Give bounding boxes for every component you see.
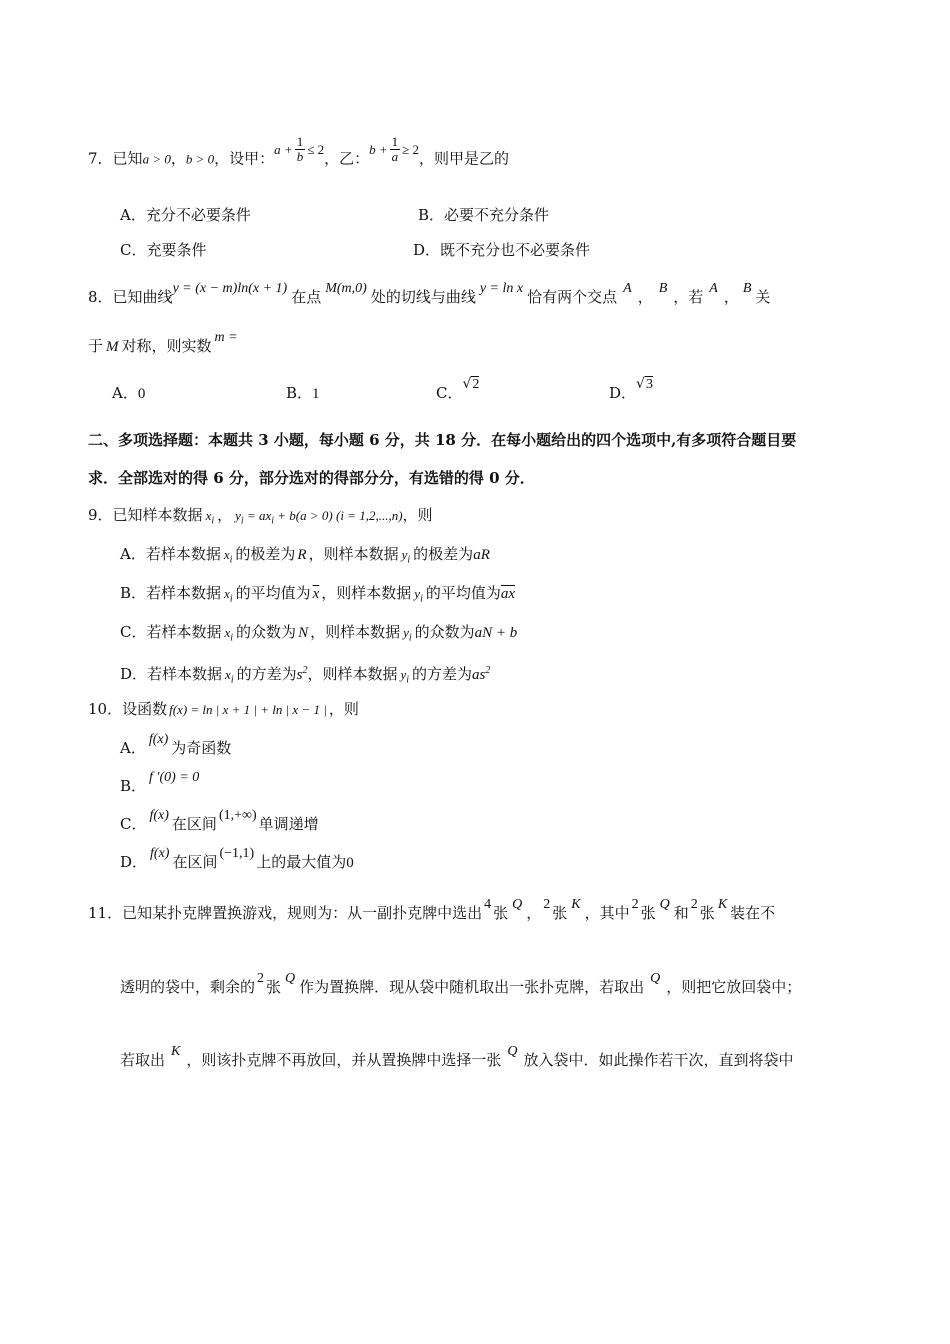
q7-jia-lhs: a +: [274, 141, 293, 157]
q7-yi-expression: [369, 134, 420, 164]
q8-option-a-value: 0: [137, 386, 146, 402]
q7-text: ，设甲：: [214, 149, 275, 168]
q9-yi: y: [401, 547, 408, 562]
q9-stem: [88, 505, 433, 532]
q10-option-c: [120, 808, 319, 836]
q11-card-q: Q: [659, 897, 670, 912]
q8-number: 8．: [88, 288, 113, 306]
q11-unit: 张: [493, 904, 509, 922]
q9-range-r: R: [297, 547, 307, 563]
q8-option-b: [286, 383, 320, 404]
q8-option-d-sqrt: √3: [636, 376, 653, 392]
q9-option-b-answer: $\overline{ax}$: [500, 586, 516, 602]
q8-stem-line2: [88, 330, 238, 358]
q11-text: 和: [673, 904, 689, 922]
q8-text: 在点: [291, 288, 322, 306]
q9-text: ，则样本数据: [307, 665, 398, 683]
q9-yi: y: [235, 508, 241, 523]
q8-curve: y = (x − m)ln(x + 1): [172, 281, 288, 296]
q8-option-a-label: A．: [112, 384, 138, 402]
q9-text: 的方差为: [236, 665, 297, 683]
q9-text: ，则: [402, 506, 433, 524]
q8-option-c-value: 2: [472, 377, 480, 392]
q8-comma: ，: [723, 288, 739, 306]
section2-heading-line2: 求．全部选对的得 6 分，部分选对的得部分分，有选错的得 0 分．: [88, 469, 535, 487]
q9-yi-sub: i: [406, 674, 410, 686]
q8-stem-line1: [88, 281, 771, 309]
q7-jia-expression: [274, 134, 325, 164]
q9-option-d-answer: as: [472, 667, 486, 683]
q7-jia-num: 1: [296, 134, 304, 149]
q11-text: ，其中: [584, 904, 630, 922]
q7-option-c: C．充要条件: [120, 241, 207, 259]
q11-unit: 张: [552, 904, 568, 922]
q11-card-q: Q: [650, 971, 661, 986]
q9-option-d: [120, 661, 490, 691]
q8-text: ，若: [673, 288, 704, 306]
q11-count-4: 4: [484, 897, 492, 912]
q10-text: ，则: [328, 700, 359, 718]
q9-comma: ，: [217, 506, 233, 524]
q8-text: 已知曲线: [112, 288, 173, 306]
q11-unit: 张: [640, 904, 656, 922]
q9-xi-sub: i: [230, 632, 234, 644]
q9-option-b: [120, 583, 515, 610]
q11-count-2: 2: [257, 971, 265, 986]
q7-stem: [88, 134, 510, 174]
q9-xi: x: [224, 625, 231, 640]
q7-option-d: D．既不充分也不必要条件: [413, 241, 591, 259]
q10-option-label: B．: [120, 777, 147, 795]
q8-text: 恰有两个交点: [527, 288, 618, 306]
q9-yi: y: [400, 667, 407, 682]
q11-stem-line1: [88, 897, 776, 925]
q9-xi-sub: i: [229, 554, 233, 566]
q9-xi: [205, 508, 215, 527]
q9-yi-sub: i: [240, 515, 244, 527]
section2-heading-line1: 二、多项选择题：本题共 3 小题，每小题 6 分，共 18 分．在每小题给出的四个选项中,有多项符合题目要: [88, 431, 797, 449]
q7-yi-lhs: b +: [369, 141, 388, 157]
q10-text: 设函数: [122, 700, 168, 718]
q9-text: 的众数为: [414, 623, 475, 641]
q8-point-a: A: [623, 281, 632, 296]
q9-option-a: [120, 544, 490, 571]
q8-point-b: B: [658, 281, 668, 296]
q7-yi-num: 1: [391, 134, 399, 149]
q9-option-c: [120, 622, 517, 649]
q9-option-label: B．若样本数据: [120, 584, 222, 602]
q7-yi-fraction: [390, 135, 401, 164]
q10-text: 在区间: [172, 853, 218, 871]
q8-option-b-value: 1: [312, 386, 320, 402]
q9-text: 的极差为: [413, 545, 474, 563]
q11-text: 透明的袋中，剩余的: [120, 978, 256, 996]
q8-text: 对称，则实数: [121, 337, 212, 355]
q9-yi-sub: i: [420, 593, 423, 605]
q7-jia-den: b: [296, 149, 304, 164]
q8-m-var: m =: [214, 330, 238, 345]
q9-option-a-answer: aR: [473, 547, 490, 563]
q11-stem-line3: [120, 1044, 794, 1072]
q9-option-c-answer: aN + b: [474, 625, 518, 641]
q9-text: 的众数为: [236, 623, 297, 641]
q8-point-a: A: [709, 281, 718, 296]
q9-number: 9．: [88, 506, 113, 524]
q7-jia-fraction: [295, 135, 306, 164]
q11-card-q: Q: [285, 971, 296, 986]
q8-text: 处的切线与曲线: [370, 288, 476, 306]
q10-text: 上的最大值为: [256, 853, 347, 871]
q11-text: 若取出: [120, 1051, 166, 1069]
q9-yi: y: [403, 625, 409, 640]
q9-text: ，则样本数据: [321, 584, 412, 602]
q10-option-d: [120, 846, 354, 874]
q10-stem: [88, 699, 359, 720]
q8-text: 关: [755, 288, 771, 306]
q8-option-c: [436, 376, 480, 405]
q10-derivative: f ′(0) = 0: [149, 770, 200, 785]
q10-text: 为奇函数: [171, 739, 232, 757]
q10-option-a: [120, 732, 232, 760]
q7-cond-b: b > 0: [185, 151, 215, 167]
q9-formula: [235, 508, 403, 527]
q10-option-b: [120, 770, 202, 798]
q11-stem-line2: [120, 971, 802, 999]
q7-yi-den: a: [391, 149, 399, 164]
q9-text: ，则样本数据: [310, 623, 401, 641]
q9-formula-tail: + b(a > 0) (i = 1,2,...,n): [274, 508, 403, 523]
q7-text: ，乙：: [324, 149, 370, 168]
q11-count-2: 2: [543, 897, 551, 912]
q9-text: 的平均值为: [235, 584, 311, 602]
q10-option-label: D．: [120, 853, 148, 871]
q8-option-d-label: D．: [609, 384, 637, 402]
q10-option-label: A．: [120, 739, 146, 757]
q11-unit: 张: [699, 904, 715, 922]
q8-curve2: y = ln x: [479, 281, 524, 296]
q11-card-q: Q: [507, 1044, 518, 1059]
q9-xi-sub: i: [211, 515, 215, 527]
q11-text: ，则该扑克牌不再放回，并从置换牌中选择一张: [186, 1051, 502, 1069]
q8-m-point: M: [106, 339, 119, 355]
q7-comma: ，: [170, 149, 186, 168]
q9-text: ，则样本数据: [308, 545, 399, 563]
q10-text: 在区间: [171, 815, 217, 833]
q9-yi-sub: i: [407, 554, 411, 566]
q9-mean-x: $\overline{x}$: [312, 586, 320, 602]
q8-option-c-label: C．: [436, 384, 463, 402]
q9-option-label: D．若样本数据: [120, 665, 223, 683]
q9-variance-s: s: [296, 667, 303, 683]
q8-text: 于: [88, 337, 104, 355]
q11-count-2: 2: [690, 897, 698, 912]
q8-option-d-value: 3: [645, 377, 653, 392]
q9-xi: x: [224, 586, 230, 601]
q7-jia-rhs: ≤ 2: [307, 141, 325, 157]
q11-card-k: K: [717, 897, 728, 912]
q11-text: 装在不: [730, 904, 776, 922]
q9-text: 的平均值为: [425, 584, 501, 602]
q10-fx: f(x): [148, 732, 169, 747]
q10-text: 单调递增: [258, 815, 319, 833]
q10-number: 10．: [88, 700, 123, 718]
q9-option-label: A．若样本数据: [120, 545, 221, 563]
q11-count-2: 2: [631, 897, 639, 912]
q11-card-k: K: [571, 897, 581, 912]
q8-point-b: B: [742, 281, 752, 296]
q8-option-c-sqrt: √2: [462, 376, 480, 392]
q11-text: ，则把它放回袋中；: [666, 978, 802, 996]
q8-option-a: [112, 383, 145, 404]
q11-text: 放入袋中．如此操作若干次，直到将袋中: [523, 1051, 794, 1069]
q9-xi: x: [223, 547, 230, 562]
q11-card-q: Q: [512, 897, 523, 912]
q10-function: f(x) = ln | x + 1 | + ln | x − 1 |: [169, 702, 327, 717]
q8-comma: ，: [637, 288, 653, 306]
q9-xi-sub: i: [271, 515, 275, 527]
q9-text: 的方差为: [412, 665, 473, 683]
q7-number: 7．: [88, 149, 113, 168]
q7-text: 已知: [112, 149, 143, 168]
q9-text: 已知样本数据: [112, 506, 203, 524]
q9-mode-n: N: [298, 625, 309, 641]
q9-option-d-answer-sup: 2: [485, 665, 491, 676]
q9-variance-sup: 2: [302, 665, 308, 676]
q9-option-label: C．若样本数据: [120, 623, 222, 641]
q11-text: 作为置换牌．现从袋中随机取出一张扑克牌，若取出: [299, 978, 645, 996]
q10-interval-c: (1,+∞): [218, 808, 257, 823]
q9-xi: x: [225, 667, 231, 682]
q11-comma: ，: [526, 904, 542, 922]
q7-cond-a: a > 0: [142, 151, 171, 167]
q10-interval-d: (−1,1): [219, 846, 255, 861]
q7-yi-rhs: ≥ 2: [402, 141, 420, 157]
q10-fx: f(x): [150, 846, 170, 861]
q11-unit: 张: [266, 978, 282, 996]
q11-text: 已知某扑克牌置换游戏，规则为：从一副扑克牌中选出: [122, 904, 483, 922]
q7-option-b: B．必要不充分条件: [418, 206, 550, 224]
q9-yi: y: [414, 586, 421, 601]
q8-option-d: [609, 376, 653, 405]
q7-text: ，则甲是乙的: [419, 149, 510, 168]
q10-fx: f(x): [149, 808, 169, 823]
q9-xi-sub: i: [230, 674, 234, 686]
q9-formula-head: = ax: [246, 508, 272, 523]
q11-card-k: K: [171, 1044, 181, 1059]
q11-number: 11．: [88, 904, 123, 922]
q9-xi-sub: i: [229, 593, 233, 605]
q9-yi-sub: i: [408, 632, 412, 644]
q8-point: M(m,0): [325, 281, 367, 296]
q10-option-label: C．: [120, 815, 147, 833]
q10-max-value: 0: [346, 855, 354, 871]
q9-text: 的极差为: [235, 545, 296, 563]
q9-xi-base: x: [205, 508, 212, 523]
q7-option-a: A．充分不必要条件: [120, 206, 251, 224]
q8-option-b-label: B．: [286, 384, 313, 402]
